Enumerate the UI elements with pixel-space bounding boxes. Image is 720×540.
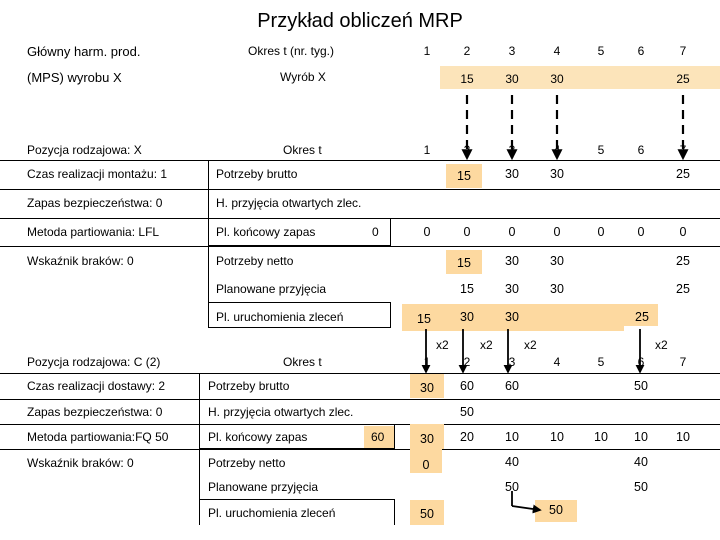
mps-value-7: 25 [676, 72, 690, 86]
c-row-scheduled: H. przyjęcia otwartych zlec. [208, 405, 354, 419]
c-param-leadtime: Czas realizacji dostawy: 2 [27, 379, 166, 393]
c-net-6: 40 [634, 455, 648, 469]
x-receipt-2: 15 [460, 282, 474, 296]
x-order-6: 25 [635, 310, 649, 324]
c-scheduled-2: 50 [460, 405, 474, 419]
mps-period-1: 1 [423, 44, 431, 58]
x-param-item: Pozycja rodzajowa: X [27, 143, 142, 157]
mps-period-5: 5 [597, 44, 605, 58]
x-row-receipts: Planowane przyjęcia [216, 282, 327, 296]
x-row-scheduled: H. przyjęcia otwartych zlec. [216, 196, 362, 210]
c-period-7: 7 [679, 355, 687, 369]
multiplier-label: x2 [480, 338, 493, 352]
x-gross-3: 30 [505, 167, 519, 181]
c-receipt-3: 50 [505, 480, 519, 494]
c-row-onhand: Pl. końcowy zapas [208, 430, 308, 444]
mps-value-2: 15 [460, 72, 474, 86]
mps-header-label: Okres t (nr. tyg.) [248, 44, 335, 58]
page-title: Przykład obliczeń MRP [257, 10, 463, 32]
x-onhand-initial: 0 [372, 225, 379, 239]
x-period-5: 5 [597, 143, 605, 157]
x-receipt-3: 30 [505, 282, 519, 296]
c-header-label: Okres t [283, 355, 322, 369]
x-row-onhand: Pl. końcowy zapas [216, 225, 316, 239]
x-period-1: 1 [423, 143, 431, 157]
x-net-7: 25 [676, 254, 690, 268]
x-param-scrap: Wskaźnik braków: 0 [27, 254, 134, 268]
x-onhand-1: 0 [423, 225, 431, 239]
c-order-5: 50 [549, 503, 563, 517]
c-param-safety: Zapas bezpieczeństwa: 0 [27, 405, 163, 419]
c-period-5: 5 [597, 355, 605, 369]
x-order-2: 30 [460, 310, 474, 324]
c-row-receipts: Planowane przyjęcia [208, 480, 319, 494]
mps-label-line1: Główny harm. prod. [27, 44, 141, 59]
c-period-6: 6 [637, 355, 645, 369]
c-period-2: 2 [463, 355, 471, 369]
c-onhand-1: 30 [420, 432, 434, 446]
x-header-label: Okres t [283, 143, 322, 157]
x-onhand-5: 0 [597, 225, 605, 239]
x-gross-2: 15 [457, 169, 471, 183]
c-order-1: 50 [420, 507, 434, 521]
x-order-1: 15 [417, 312, 431, 326]
c-gross-3: 60 [505, 379, 519, 393]
c-onhand-5: 10 [594, 430, 608, 444]
x-period-2: 2 [463, 143, 471, 157]
x-onhand-2: 0 [463, 225, 471, 239]
x-onhand-4: 0 [553, 225, 561, 239]
x-onhand-7: 0 [679, 225, 687, 239]
c-period-1: 1 [423, 355, 431, 369]
c-period-4: 4 [553, 355, 561, 369]
x-gross-7: 25 [676, 167, 690, 181]
x-net-4: 30 [550, 254, 564, 268]
c-net-1: 0 [422, 458, 430, 472]
multiplier-label: x2 [524, 338, 537, 352]
c-param-lotsizing: Metoda partiowania:FQ 50 [27, 430, 169, 444]
mps-value-4: 30 [550, 72, 564, 86]
c-param-item: Pozycja rodzajowa: C (2) [27, 355, 161, 369]
x-net-3: 30 [505, 254, 519, 268]
c-onhand-3: 10 [505, 430, 519, 444]
x-param-lotsizing: Metoda partiowania: LFL [27, 225, 160, 239]
c-gross-1: 30 [420, 381, 434, 395]
multiplier-label: x2 [655, 338, 668, 352]
c-onhand-4: 10 [550, 430, 564, 444]
c-gross-2: 60 [460, 379, 474, 393]
x-period-3: 3 [508, 143, 516, 157]
mps-period-4: 4 [553, 44, 561, 58]
c-row-gross: Potrzeby brutto [208, 379, 290, 393]
c-onhand-initial: 60 [371, 430, 385, 444]
mps-period-7: 7 [679, 44, 687, 58]
x-period-7: 7 [679, 143, 687, 157]
c-param-scrap: Wskaźnik braków: 0 [27, 456, 134, 470]
lead-time-offset-arrow [512, 506, 540, 510]
x-row-net: Potrzeby netto [216, 254, 294, 268]
c-period-3: 3 [508, 355, 516, 369]
x-onhand-6: 0 [637, 225, 645, 239]
x-receipt-7: 25 [676, 282, 690, 296]
c-onhand-2: 20 [460, 430, 474, 444]
x-row-gross: Potrzeby brutto [216, 167, 298, 181]
c-onhand-6: 10 [634, 430, 648, 444]
mps-row-label: Wyrób X [280, 70, 326, 84]
c-row-orders: Pl. uruchomienia zleceń [208, 506, 336, 520]
c-onhand-7: 10 [676, 430, 690, 444]
c-receipt-6: 50 [634, 480, 648, 494]
mps-period-3: 3 [508, 44, 516, 58]
x-receipt-4: 30 [550, 282, 564, 296]
x-gross-4: 30 [550, 167, 564, 181]
x-onhand-3: 0 [508, 225, 516, 239]
mps-period-6: 6 [637, 44, 645, 58]
mps-label-line2: (MPS) wyrobu X [27, 70, 122, 85]
multiplier-label: x2 [436, 338, 449, 352]
x-param-safety: Zapas bezpieczeństwa: 0 [27, 196, 163, 210]
x-param-leadtime: Czas realizacji montażu: 1 [27, 167, 168, 181]
x-period-4: 4 [553, 143, 561, 157]
c-net-3: 40 [505, 455, 519, 469]
mps-period-2: 2 [463, 44, 471, 58]
x-order-3: 30 [505, 310, 519, 324]
x-net-2: 15 [457, 256, 471, 270]
c-row-net: Potrzeby netto [208, 456, 286, 470]
c-gross-6: 50 [634, 379, 648, 393]
x-period-6: 6 [637, 143, 645, 157]
x-row-orders: Pl. uruchomienia zleceń [216, 310, 344, 324]
mps-value-3: 30 [505, 72, 519, 86]
